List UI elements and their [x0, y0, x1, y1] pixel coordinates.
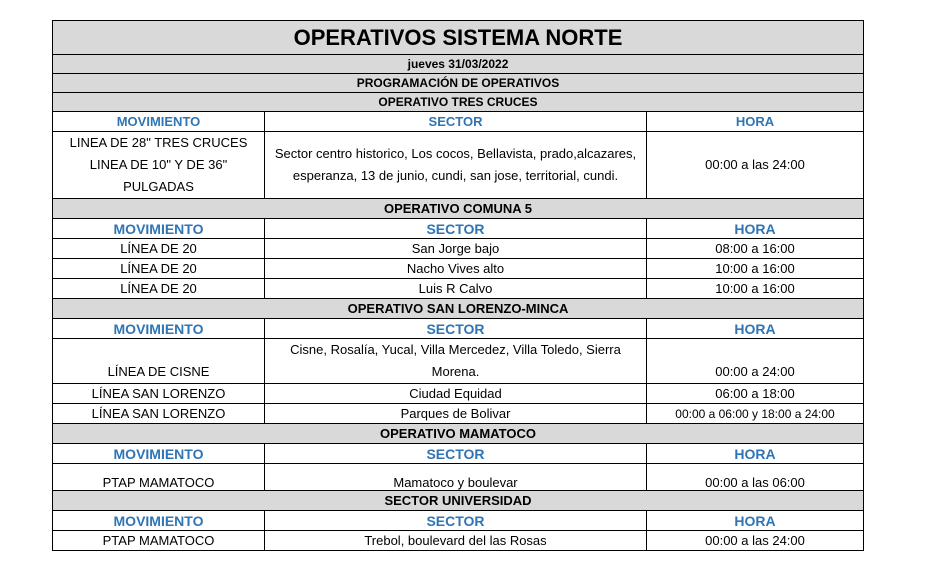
section-title: OPERATIVO MAMATOCO — [53, 424, 864, 444]
cell-hora: 00:00 a las 24:00 — [647, 531, 864, 551]
table-row — [53, 279, 864, 299]
section-title: OPERATIVO COMUNA 5 — [53, 199, 864, 219]
cell-movimiento: LÍNEA SAN LORENZO — [53, 384, 265, 404]
header-hora: HORA — [647, 511, 864, 531]
section-header-comuna-5 — [53, 199, 864, 219]
header-movimiento: MOVIMIENTO — [53, 319, 265, 339]
cell-movimiento: PTAP MAMATOCO — [53, 464, 265, 491]
section-header-mamatoco — [53, 424, 864, 444]
subtitle-row — [53, 74, 864, 93]
subtitle-label: PROGRAMACIÓN DE OPERATIVOS — [53, 74, 864, 93]
table-row — [53, 259, 864, 279]
section-header-san-lorenzo-minca — [53, 299, 864, 319]
cell-movimiento: LÍNEA DE 20 — [53, 259, 265, 279]
cell-movimiento: LÍNEA DE 20 — [53, 239, 265, 259]
title-row — [53, 21, 864, 55]
header-movimiento: MOVIMIENTO — [53, 444, 265, 464]
section-title: OPERATIVO TRES CRUCES — [53, 93, 864, 112]
table-row — [53, 464, 864, 491]
cell-movimiento: LÍNEA DE 20 — [53, 279, 265, 299]
cell-sector: Mamatoco y boulevar — [265, 464, 647, 491]
section-title: SECTOR UNIVERSIDAD — [53, 491, 864, 511]
date-label: jueves 31/03/2022 — [53, 55, 864, 74]
section-header-tres-cruces — [53, 93, 864, 112]
header-sector: SECTOR — [265, 511, 647, 531]
cell-sector: Cisne, Rosalía, Yucal, Villa Mercedez, Villa Toledo, Sierra Morena. — [265, 339, 647, 384]
cell-movimiento: LÍNEA DE CISNE — [53, 339, 265, 384]
header-movimiento: MOVIMIENTO — [53, 511, 265, 531]
cell-sector: Trebol, boulevard del las Rosas — [265, 531, 647, 551]
cell-hora: 00:00 a las 24:00 — [647, 132, 864, 199]
section-title: OPERATIVO SAN LORENZO-MINCA — [53, 299, 864, 319]
header-hora: HORA — [647, 444, 864, 464]
cell-hora: 00:00 a las 06:00 — [647, 464, 864, 491]
table-row — [53, 384, 864, 404]
cell-sector: Luis R Calvo — [265, 279, 647, 299]
header-hora: HORA — [647, 319, 864, 339]
page-title: OPERATIVOS SISTEMA NORTE — [53, 21, 864, 55]
table-row — [53, 339, 864, 384]
header-hora: HORA — [647, 112, 864, 132]
cell-sector: Ciudad Equidad — [265, 384, 647, 404]
column-headers — [53, 511, 864, 531]
cell-hora: 10:00 a 16:00 — [647, 259, 864, 279]
column-headers — [53, 319, 864, 339]
cell-movimiento: LINEA DE 28" TRES CRUCES LINEA DE 10" Y DE 36" PULGADAS — [53, 132, 265, 199]
date-row — [53, 55, 864, 74]
cell-hora: 10:00 a 16:00 — [647, 279, 864, 299]
column-headers — [53, 112, 864, 132]
cell-movimiento: LÍNEA SAN LORENZO — [53, 404, 265, 424]
header-hora: HORA — [647, 219, 864, 239]
table-row — [53, 239, 864, 259]
cell-sector: San Jorge bajo — [265, 239, 647, 259]
table-row — [53, 132, 864, 199]
cell-movimiento: PTAP MAMATOCO — [53, 531, 265, 551]
table-row — [53, 404, 864, 424]
cell-sector: Parques de Bolivar — [265, 404, 647, 424]
cell-sector: Nacho Vives alto — [265, 259, 647, 279]
cell-hora: 00:00 a 24:00 — [647, 339, 864, 384]
header-sector: SECTOR — [265, 444, 647, 464]
header-sector: SECTOR — [265, 112, 647, 132]
section-header-universidad — [53, 491, 864, 511]
table-row — [53, 531, 864, 551]
cell-hora: 08:00 a 16:00 — [647, 239, 864, 259]
column-headers — [53, 444, 864, 464]
cell-sector: Sector centro historico, Los cocos, Bellavista, prado,alcazares, esperanza, 13 de junio, cundi, san jose, territorial, cundi. — [265, 132, 647, 199]
header-sector: SECTOR — [265, 319, 647, 339]
operativos-table — [52, 20, 864, 551]
cell-hora: 00:00 a 06:00 y 18:00 a 24:00 — [647, 404, 864, 424]
header-sector: SECTOR — [265, 219, 647, 239]
cell-hora: 06:00 a 18:00 — [647, 384, 864, 404]
header-movimiento: MOVIMIENTO — [53, 219, 265, 239]
column-headers — [53, 219, 864, 239]
header-movimiento: MOVIMIENTO — [53, 112, 265, 132]
